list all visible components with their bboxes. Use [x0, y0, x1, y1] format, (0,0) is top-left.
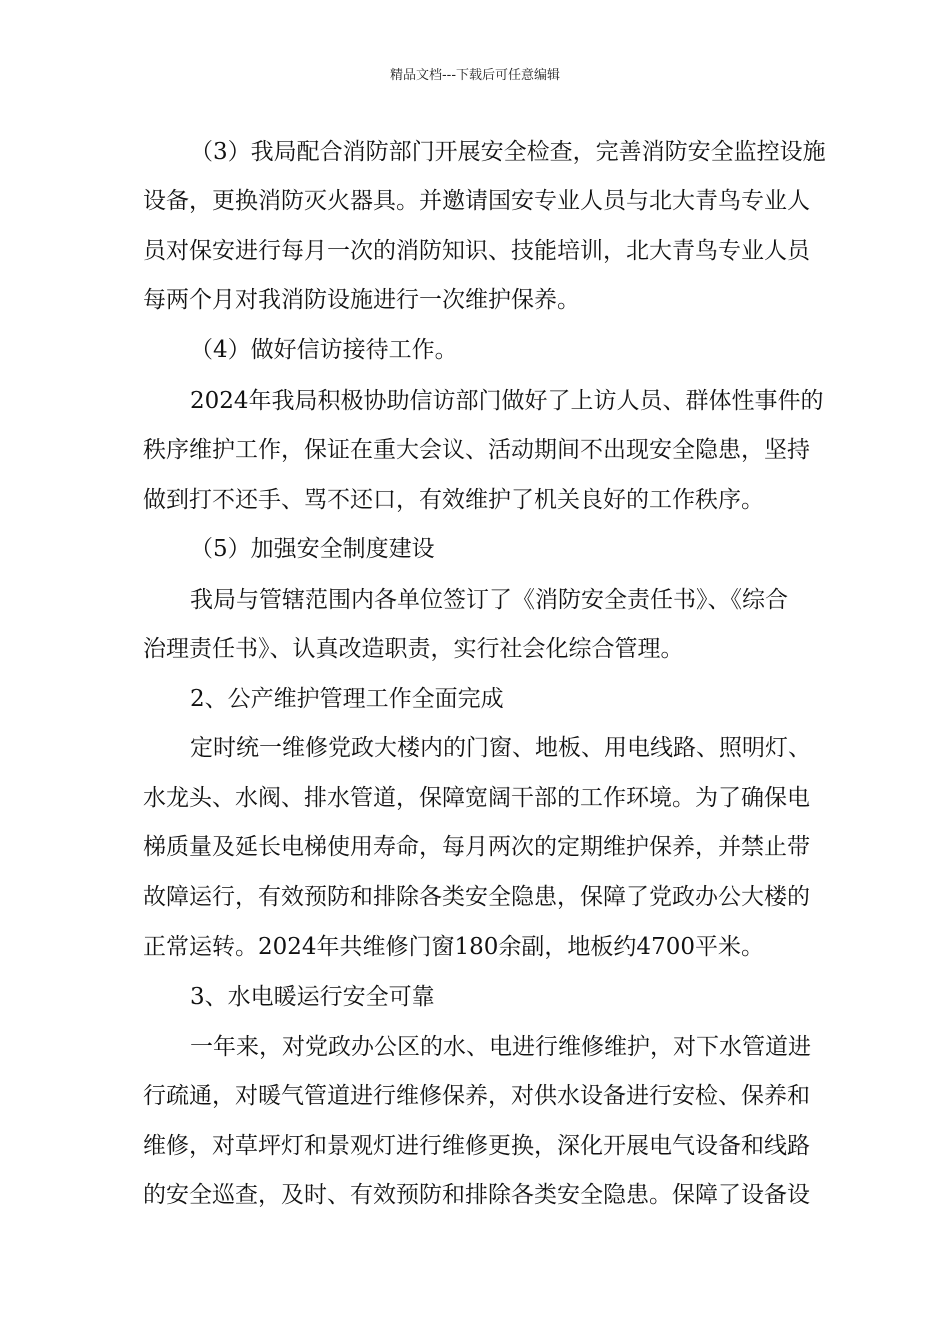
text-line: 一年来，对党政办公区的水、电进行维修维护，对下水管道进: [190, 1034, 811, 1060]
text-line: 秩序维护工作，保证在重大会议、活动期间不出现安全隐患，坚持: [143, 437, 810, 463]
text-line: 水龙头、水阀、排水管道，保障宽阔干部的工作环境。为了确保电: [143, 785, 810, 811]
text-line: （4）做好信访接待工作。: [190, 337, 458, 363]
text-line: 的安全巡查，及时、有效预防和排除各类安全隐患。保障了设备设: [143, 1182, 810, 1208]
text-line: （3）我局配合消防部门开展安全检查，完善消防安全监控设施: [190, 139, 826, 165]
text-line: 维修，对草坪灯和景观灯进行维修更换，深化开展电气设备和线路: [143, 1133, 810, 1159]
text-line: 2024年我局积极协助信访部门做好了上访人员、群体性事件的: [190, 388, 824, 414]
text-line: 做到打不还手、骂不还口，有效维护了机关良好的工作秩序。: [143, 487, 764, 513]
text-line: 员对保安进行每月一次的消防知识、技能培训，北大青鸟专业人员: [143, 238, 810, 264]
text-line: 定时统一维修党政大楼内的门窗、地板、用电线路、照明灯、: [190, 735, 811, 761]
text-line: 3、水电暖运行安全可靠: [190, 984, 435, 1010]
text-line: 2、公产维护管理工作全面完成: [190, 686, 504, 712]
text-line: 行疏通，对暖气管道进行维修保养，对供水设备进行安检、保养和: [143, 1083, 810, 1109]
page-header: 精品文档---下载后可任意编辑: [389, 68, 561, 83]
text-line: 治理责任书》、认真改造职责，实行社会化综合管理。: [143, 636, 684, 662]
text-line: （5）加强安全制度建设: [190, 536, 435, 562]
text-line: 梯质量及延长电梯使用寿命，每月两次的定期维护保养，并禁止带: [143, 834, 810, 860]
text-line: 故障运行，有效预防和排除各类安全隐患，保障了党政办公大楼的: [143, 884, 810, 910]
text-line: 每两个月对我消防设施进行一次维护保养。: [143, 287, 580, 313]
text-line: 我局与管辖范围内各单位签订了《消防安全责任书》、《综合: [190, 587, 788, 613]
text-line: 正常运转。2024年共维修门窗180余副，地板约4700平米。: [143, 934, 764, 960]
text-line: 设备，更换消防灭火器具。并邀请国安专业人员与北大青鸟专业人: [143, 188, 810, 214]
